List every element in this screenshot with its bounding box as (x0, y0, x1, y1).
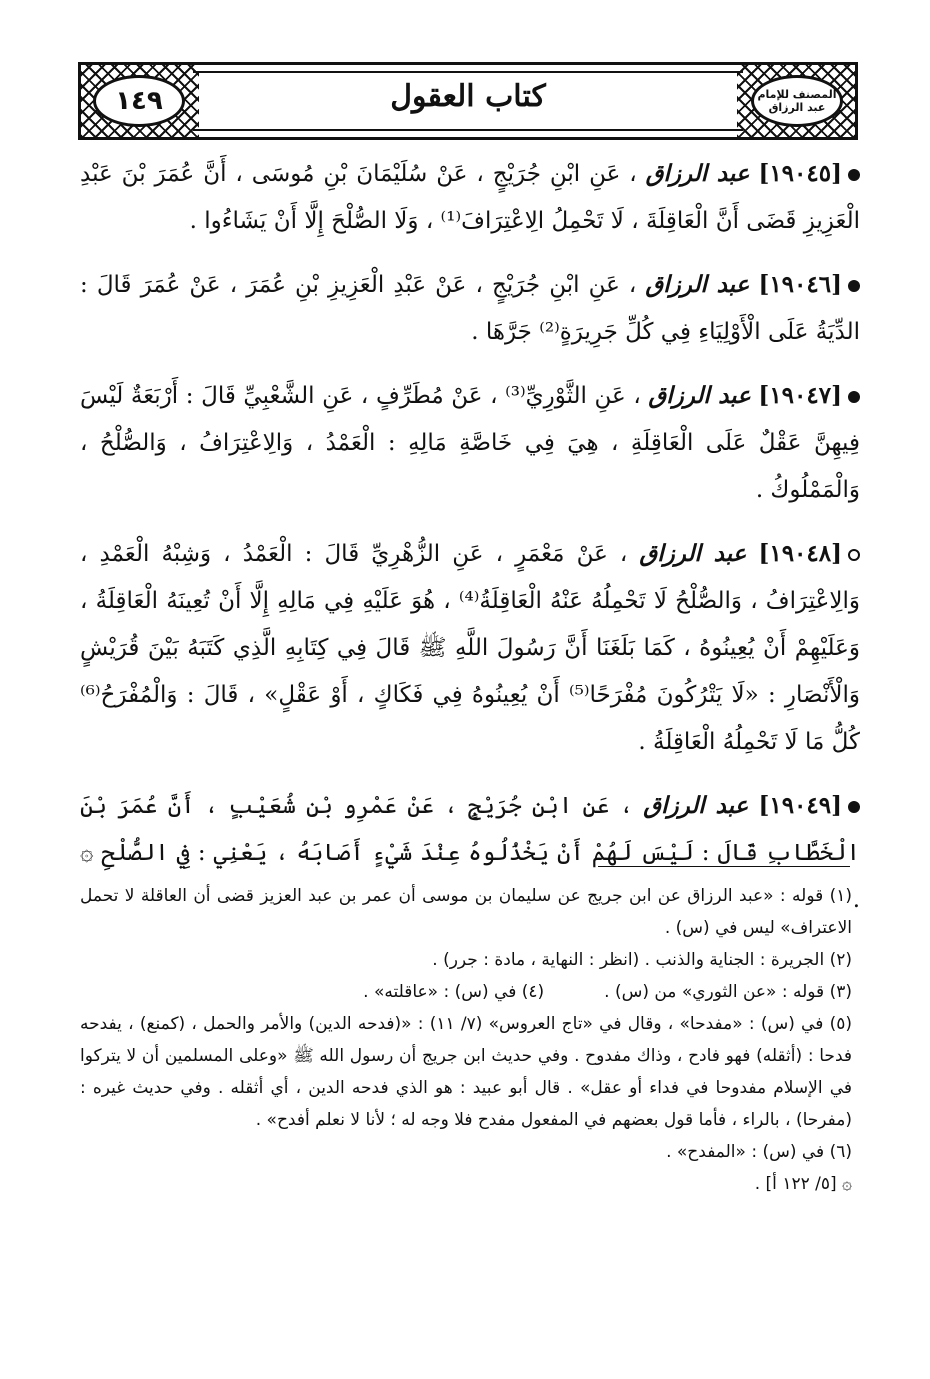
entry-marker-icon (848, 801, 860, 813)
entry-text: ، عَنِ الثَّوْرِيِّ⁽³⁾ ، عَنْ مُطَرِّفٍ ، عَنِ الشَّعْبِيِّ قَالَ : أَرْبَعَةٌ لَيْسَ فِيهِنَّ عَقْلٌ عَلَى الْعَاقِلَةِ ، هِيَ فِي خَاصَّةِ مَالِهِ : الْعَمْدُ ، وَالِاعْتِرَافُ ، وَالصُّلْحُ ، وَالْمَمْلُوكُ . (80, 383, 860, 503)
footnote: (٥) في (س) : «مفدحا» ، وقال في «تاج العروس» (٧/ ١١) : «(فدحه الدين) والأمر والحمل ، (كمنع) ، يفدحه فدحا : (أثقله) فهو فادح ، وذاك مفدوح . وفي حديث ابن جريج أن رسول الله ﷺ «وعلى المسلمين أن لا يتركوا في الإسلام مفدوحا في فداء أو عقل» . قال أبو عبيد : هو الذي فدحه الدين ، أي أثقله . وفي حديث غيره : (مفرحا) ، بالراء ، فأما قول بعضهم في المفعول مفدح فلا وجه له ؛ لأنا لا نعلم أفدح» . (80, 1014, 852, 1130)
chapter-title: كتاب العقول (390, 79, 546, 114)
page-number: ١٤٩ (115, 86, 163, 116)
folio-reference: ۞ [٥/ ١٢٢ أ] . (754, 1174, 852, 1194)
narrator-name: عبد الرزاق (645, 160, 750, 187)
footnote: (٦) في (س) : «المفدح» . (666, 1142, 852, 1162)
footnote: (٢) الجريرة : الجناية والذنب . (انظر : النهاية ، مادة : جرر) . (432, 950, 852, 970)
narrator-name: عبد الرزاق (648, 382, 751, 409)
page-header (78, 62, 858, 140)
narrator-name: عبد الرزاق (643, 792, 749, 819)
entry-text: ، عَنْ مَعْمَرٍ ، عَنِ الزُّهْرِيِّ قَالَ : الْعَمْدُ ، وَشِبْهُ الْعَمْدِ ، وَالِاعْتِرَافُ ، وَالصُّلْحُ لَا تَحْمِلُهُ عَنْهُ الْعَاقِلَةُ⁽⁴⁾ ، هُوَ عَلَيْهِ فِي مَالِهِ إِلَّا أَنْ تُعِينَهُ الْعَاقِلَةُ ، وَعَلَيْهِمْ أَنْ يُعِينُوهُ ، كَمَا بَلَغَنَا أَنَّ رَسُولَ اللَّهِ ﷺ قَالَ فِي كِتَابِهِ الَّذِي كَتَبَهُ بَيْنَ قُرَيْشٍ وَالْأَنْصَارِ : «لَا يَتْرُكُونَ مُفْرَحًا⁽⁵⁾ أَنْ يُعِينُوهُ فِي فَكَاكٍ ، أَوْ عَقْلٍ» ، قَالَ : وَالْمُفْرَحُ⁽⁶⁾ كُلُّ مَا لَا تَحْمِلُهُ الْعَاقِلَةُ . (80, 541, 860, 755)
footnote: (٤) في (س) : «عاقلته» . (363, 982, 545, 1002)
entry-number: ١٩٠٤٩ (769, 792, 832, 819)
footnote-divider (598, 866, 850, 867)
hadith-entry: [١٩٠٤٥] عبد الرزاق ، عَنِ ابْنِ جُرَيْجٍ ، عَنْ سُلَيْمَانَ بْنِ مُوسَى ، أَنَّ عُمَرَ بْنَ عَبْدِ الْعَزِيزِ قَضَى أَنَّ الْعَاقِلَةَ ، لَا تَحْمِلُ الِاعْتِرَافَ⁽¹⁾ ، وَلَا الصُّلْحَ إِلَّا أَنْ يَشَاءُوا . (80, 160, 860, 234)
hadith-entry: [١٩٠٤٨] عبد الرزاق ، عَنْ مَعْمَرٍ ، عَنِ الزُّهْرِيِّ قَالَ : الْعَمْدُ ، وَشِبْهُ الْعَمْدِ ، وَالِاعْتِرَافُ ، وَالصُّلْحُ لَا تَحْمِلُهُ عَنْهُ الْعَاقِلَةُ⁽⁴⁾ ، هُوَ عَلَيْهِ فِي مَالِهِ إِلَّا أَنْ تُعِينَهُ الْعَاقِلَةُ ، وَعَلَيْهِمْ أَنْ يُعِينُوهُ ، كَمَا بَلَغَنَا أَنَّ رَسُولَ اللَّهِ ﷺ قَالَ فِي كِتَابِهِ الَّذِي كَتَبَهُ بَيْنَ قُرَيْشٍ وَالْأَنْصَارِ : «لَا يَتْرُكُونَ مُفْرَحًا⁽⁵⁾ أَنْ يُعِينُوهُ فِي فَكَاكٍ ، أَوْ عَقْلٍ» ، قَالَ : وَالْمُفْرَحُ⁽⁶⁾ كُلُّ مَا لَا تَحْمِلُهُ الْعَاقِلَةُ . (80, 540, 860, 755)
footnote: (٣) قوله : «عن الثوري» من (س) . (604, 982, 852, 1002)
entry-marker-icon (848, 280, 860, 292)
hadith-entry: [١٩٠٤٦] عبد الرزاق ، عَنِ ابْنِ جُرَيْجٍ ، عَنْ عَبْدِ الْعَزِيزِ بْنِ عُمَرَ ، عَنْ عُمَرَ قَالَ : الدِّيَةُ عَلَى الْأَوْلِيَاءِ فِي كُلِّ جَرِيرَةٍ⁽²⁾ جَرَّهَا . (80, 271, 860, 345)
entry-text: ، عَنِ ابْنِ جُرَيْجٍ ، عَنْ عَبْدِ الْعَزِيزِ بْنِ عُمَرَ ، عَنْ عُمَرَ قَالَ : الدِّيَةُ عَلَى الْأَوْلِيَاءِ فِي كُلِّ جَرِيرَةٍ⁽²⁾ جَرَّهَا . (80, 272, 860, 345)
entry-marker-icon (848, 391, 860, 403)
entry-text: ، عَنِ ابْنِ جُرَيْجٍ ، عَنْ عَمْرِو بْنِ شُعَيْبٍ ، أَنَّ عُمَرَ بْنَ الْخَطَّابِ قَالَ : لَيْسَ لَهُمْ أَنْ يَخْذُلُوهُ عِنْدَ شَيْءٍ أَصَابَهُ ، يَعْنِي : فِي الصُّلْحِ ۞ . (80, 793, 860, 913)
narrator-name: عبد الرزاق (645, 271, 750, 298)
entry-marker-hollow-icon (848, 549, 860, 561)
footnote-row (80, 976, 852, 1008)
narrator-name: عبد الرزاق (639, 540, 747, 567)
entry-number: ١٩٠٤٥ (769, 160, 832, 187)
footnote: (١) قوله : «عبد الرزاق عن ابن جريج عن سليمان بن موسى أن عمر بن عبد العزيز قضى أن العاقلة لا تحمل الاعتراف» ليس في (س) . (80, 886, 852, 938)
entry-marker-icon (848, 169, 860, 181)
hadith-entry: [١٩٠٤٧] عبد الرزاق ، عَنِ الثَّوْرِيِّ⁽³⁾ ، عَنْ مُطَرِّفٍ ، عَنِ الشَّعْبِيِّ قَالَ : أَرْبَعَةٌ لَيْسَ فِيهِنَّ عَقْلٌ عَلَى الْعَاقِلَةِ ، هِيَ فِي خَاصَّةِ مَالِهِ : الْعَمْدُ ، وَالِاعْتِرَافُ ، وَالصُّلْحُ ، وَالْمَمْلُوكُ . (80, 382, 860, 503)
entry-number: ١٩٠٤٧ (769, 382, 832, 409)
hadith-entry: [١٩٠٤٩] عبد الرزاق ، عَنِ ابْنِ جُرَيْجٍ ، عَنْ عَمْرِو بْنِ شُعَيْبٍ ، أَنَّ عُمَرَ بْنَ الْخَطَّابِ قَالَ : لَيْسَ لَهُمْ أَنْ يَخْذُلُوهُ عِنْدَ شَيْءٍ أَصَابَهُ ، يَعْنِي : فِي الصُّلْحِ ۞ . (80, 792, 860, 913)
book-label: المصنف للإمام عبد الرزاق (757, 88, 837, 114)
entry-text: ، عَنِ ابْنِ جُرَيْجٍ ، عَنْ سُلَيْمَانَ بْنِ مُوسَى ، أَنَّ عُمَرَ بْنَ عَبْدِ الْعَزِيزِ قَضَى أَنَّ الْعَاقِلَةَ ، لَا تَحْمِلُ الِاعْتِرَافَ⁽¹⁾ ، وَلَا الصُّلْحَ إِلَّا أَنْ يَشَاءُوا . (80, 161, 860, 234)
main-text (80, 150, 860, 940)
footnotes (80, 880, 852, 1200)
entry-number: ١٩٠٤٨ (769, 540, 832, 567)
entry-number: ١٩٠٤٦ (769, 271, 832, 298)
